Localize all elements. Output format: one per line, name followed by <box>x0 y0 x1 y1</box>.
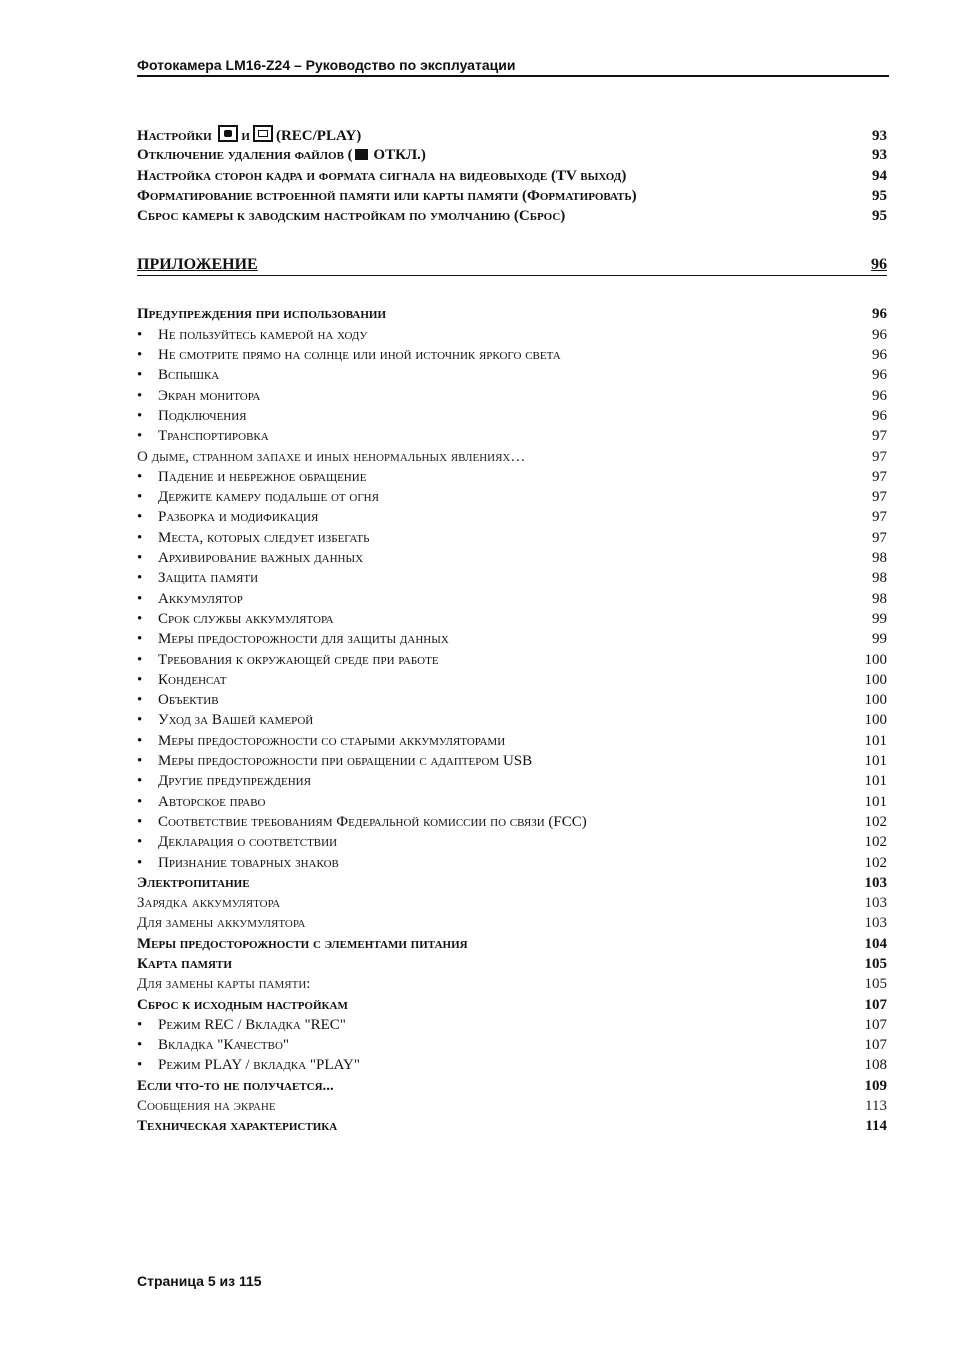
toc-entry[interactable] <box>137 812 887 832</box>
toc-page-number: 93 <box>872 147 887 164</box>
playback-mode-icon <box>253 125 273 142</box>
toc-page-number: 104 <box>864 935 887 952</box>
toc-entry-label: • Другие предупреждения <box>137 771 311 791</box>
toc-entry-label: Электропитание <box>137 874 250 891</box>
toc-page-number: 101 <box>864 753 887 770</box>
toc-entry-label: • Транспортировка <box>137 426 269 446</box>
toc-entry-label: Зарядка аккумулятора <box>137 895 281 912</box>
toc-page-number: 98 <box>872 570 887 587</box>
toc-entry-label: • Места, которых следует избегать <box>137 528 369 548</box>
toc-entry[interactable] <box>137 1096 887 1116</box>
toc-page-number: 100 <box>864 671 887 688</box>
toc-entry-label: • Соответствие требованиям Федеральной комиссии по связи (FCC) <box>137 812 587 832</box>
toc-entry[interactable] <box>137 186 887 206</box>
toc-entry-label: • Не пользуйтесь камерой на ходу <box>137 325 367 345</box>
toc-page-number: 101 <box>864 793 887 810</box>
toc-page-number: 102 <box>864 813 887 830</box>
toc-entry-label: • Падение и небрежное обращение <box>137 467 366 487</box>
toc-page-number: 97 <box>872 448 887 465</box>
toc-page-number: 107 <box>864 1016 887 1033</box>
toc-text: Настройки <box>137 128 212 144</box>
toc-entry-label: • Требования к окружающей среде при работе <box>137 650 439 670</box>
toc-entry[interactable] <box>137 751 887 771</box>
toc-page-number: 102 <box>864 834 887 851</box>
toc-entry[interactable] <box>137 650 887 670</box>
toc-entry-label: Карта памяти <box>137 955 232 972</box>
toc-page-number: 98 <box>872 550 887 567</box>
toc-text: и <box>241 128 250 144</box>
toc-entry-label <box>137 145 426 165</box>
toc-entry[interactable] <box>137 325 887 345</box>
toc-entry-label: Настройка сторон кадра и формата сигнала на видеовыходе (TV выход) <box>137 167 627 184</box>
toc-entry[interactable] <box>137 731 887 751</box>
camera-mode-icon <box>218 125 238 142</box>
toc-entry[interactable] <box>137 1116 887 1136</box>
toc-entry-label: О дыме, странном запахе и иных ненормальных явлениях… <box>137 448 526 465</box>
toc-entry[interactable] <box>137 629 887 649</box>
toc-entry[interactable] <box>137 913 887 933</box>
toc-entry-label: • Подключения <box>137 406 247 426</box>
toc-entry-label: • Защита памяти <box>137 568 258 588</box>
toc-entry-label <box>137 125 361 146</box>
toc-entry[interactable] <box>137 1055 887 1075</box>
toc-page-number: 105 <box>864 976 887 993</box>
toc-entry-label: Сброс к исходным настройкам <box>137 996 348 1013</box>
toc-entry[interactable] <box>137 589 887 609</box>
toc-page-number: 101 <box>864 773 887 790</box>
toc-entry-label: • Вкладка "Качество" <box>137 1035 289 1055</box>
toc-entry-label: • Декларация о соответствии <box>137 832 337 852</box>
toc-entry[interactable] <box>137 447 887 467</box>
toc-entry[interactable] <box>137 487 887 507</box>
toc-entry[interactable] <box>137 873 887 893</box>
toc-page-number: 93 <box>872 128 887 144</box>
toc-section-heading[interactable] <box>137 254 887 276</box>
toc-entry[interactable] <box>137 832 887 852</box>
toc-entry-label: Техническая характеристика <box>137 1118 338 1135</box>
toc-entry-label: Для замены карты памяти: <box>137 976 311 993</box>
section-page-number: 96 <box>871 256 887 274</box>
section-title: ПРИЛОЖЕНИЕ <box>137 256 258 274</box>
table-of-contents <box>137 125 887 1137</box>
toc-entry[interactable] <box>137 893 887 913</box>
page-header: Фотокамера LM16-Z24 – Руководство по эксплуатации <box>137 57 889 77</box>
toc-page-number: 103 <box>864 915 887 932</box>
toc-entry[interactable] <box>137 386 887 406</box>
toc-entry[interactable] <box>137 304 887 324</box>
toc-entry[interactable] <box>137 548 887 568</box>
toc-page-number: 105 <box>864 955 887 972</box>
toc-text: (REC/PLAY) <box>275 128 362 144</box>
toc-entry[interactable] <box>137 507 887 527</box>
toc-entry[interactable] <box>137 166 887 186</box>
toc-page-number: 100 <box>864 712 887 729</box>
toc-entry[interactable] <box>137 934 887 954</box>
toc-page-number: 97 <box>872 529 887 546</box>
toc-entry-label: • Не смотрите прямо на солнце или иной источник яркого света <box>137 345 561 365</box>
toc-page-number: 94 <box>872 167 887 184</box>
toc-entry[interactable] <box>137 690 887 710</box>
toc-entry-label: Сообщения на экране <box>137 1098 276 1115</box>
toc-entry[interactable] <box>137 365 887 385</box>
toc-entry[interactable] <box>137 1076 887 1096</box>
toc-entry[interactable] <box>137 145 887 165</box>
toc-text: Отключение удаления файлов ( <box>137 147 353 164</box>
toc-page-number: 102 <box>864 854 887 871</box>
toc-page-number: 96 <box>872 407 887 424</box>
toc-page-number: 101 <box>864 732 887 749</box>
toc-entry-label: • Держите камеру подальше от огня <box>137 487 379 507</box>
toc-page-number: 96 <box>872 306 887 323</box>
toc-entry[interactable] <box>137 467 887 487</box>
toc-entries-list <box>137 304 887 1136</box>
toc-page-number: 113 <box>865 1098 887 1115</box>
toc-page-number: 97 <box>872 468 887 485</box>
toc-entry-label: • Срок службы аккумулятора <box>137 609 334 629</box>
toc-entry-label: Сброс камеры к заводским настройкам по умолчанию (Сброс) <box>137 208 566 225</box>
toc-entry-label: Предупреждения при использовании <box>137 306 387 323</box>
toc-page-number: 95 <box>872 208 887 225</box>
toc-entry[interactable] <box>137 345 887 365</box>
toc-page-number: 107 <box>864 1037 887 1054</box>
toc-entry[interactable] <box>137 792 887 812</box>
toc-entry-label: • Уход за Вашей камерой <box>137 710 313 730</box>
toc-entry-label: • Меры предосторожности для защиты данных <box>137 629 449 649</box>
toc-page-number: 100 <box>864 692 887 709</box>
toc-page-number: 114 <box>865 1118 887 1135</box>
toc-entry-label: • Режим REC / Вкладка "REC" <box>137 1015 346 1035</box>
toc-entry[interactable] <box>137 954 887 974</box>
toc-entry-label: • Вспышка <box>137 365 219 385</box>
toc-entry-label: • Архивирование важных данных <box>137 548 363 568</box>
toc-entry-label: • Объектив <box>137 690 219 710</box>
toc-page-number: 100 <box>864 651 887 668</box>
toc-page-number: 98 <box>872 590 887 607</box>
toc-page-number: 96 <box>872 326 887 343</box>
toc-entry[interactable] <box>137 406 887 426</box>
toc-entry-label: • Признание товарных знаков <box>137 853 339 873</box>
toc-entry[interactable] <box>137 568 887 588</box>
toc-entry-label: • Режим PLAY / вкладка "PLAY" <box>137 1055 360 1075</box>
toc-text: ОТКЛ.) <box>373 147 426 164</box>
toc-page-number: 97 <box>872 428 887 445</box>
toc-page-number: 108 <box>864 1057 887 1074</box>
toc-entry[interactable] <box>137 995 887 1015</box>
toc-entry[interactable] <box>137 609 887 629</box>
toc-page-number: 96 <box>872 367 887 384</box>
toc-entry[interactable] <box>137 125 887 145</box>
toc-page-number: 96 <box>872 347 887 364</box>
toc-entry-label: • Аккумулятор <box>137 589 243 609</box>
toc-page-number: 109 <box>864 1077 887 1094</box>
toc-page-number: 103 <box>864 874 887 891</box>
toc-page-number: 107 <box>864 996 887 1013</box>
toc-page-number: 99 <box>872 631 887 648</box>
toc-entry-label: • Меры предосторожности со старыми аккумуляторами <box>137 731 505 751</box>
toc-page-number: 95 <box>872 187 887 204</box>
toc-entry[interactable] <box>137 206 887 226</box>
toc-entry-label: • Авторское право <box>137 792 266 812</box>
toc-entry[interactable] <box>137 974 887 994</box>
toc-entry-label: Меры предосторожности с элементами питания <box>137 935 468 952</box>
toc-page-number: 96 <box>872 387 887 404</box>
toc-page-number: 99 <box>872 610 887 627</box>
toc-entry[interactable] <box>137 670 887 690</box>
toc-page-number: 97 <box>872 489 887 506</box>
camera-icon <box>355 149 368 160</box>
page-footer: Страница 5 из 115 <box>137 1273 262 1289</box>
toc-entry[interactable] <box>137 426 887 446</box>
toc-entry[interactable] <box>137 528 887 548</box>
toc-entry-label: Форматирование встроенной памяти или карты памяти (Форматировать) <box>137 187 637 204</box>
toc-entry[interactable] <box>137 710 887 730</box>
toc-entry-label: Если что-то не получается... <box>137 1077 334 1094</box>
toc-entry[interactable] <box>137 1015 887 1035</box>
toc-entry[interactable] <box>137 1035 887 1055</box>
toc-entry[interactable] <box>137 771 887 791</box>
toc-entry-label: Для замены аккумулятора <box>137 915 306 932</box>
toc-page-number: 103 <box>864 895 887 912</box>
toc-entry-label: • Разборка и модификация <box>137 507 318 527</box>
toc-page-number: 97 <box>872 509 887 526</box>
toc-entry-label: • Экран монитора <box>137 386 260 406</box>
toc-entry-label: • Меры предосторожности при обращении с адаптером USB <box>137 751 532 771</box>
toc-entry[interactable] <box>137 853 887 873</box>
toc-entry-label: • Конденсат <box>137 670 227 690</box>
